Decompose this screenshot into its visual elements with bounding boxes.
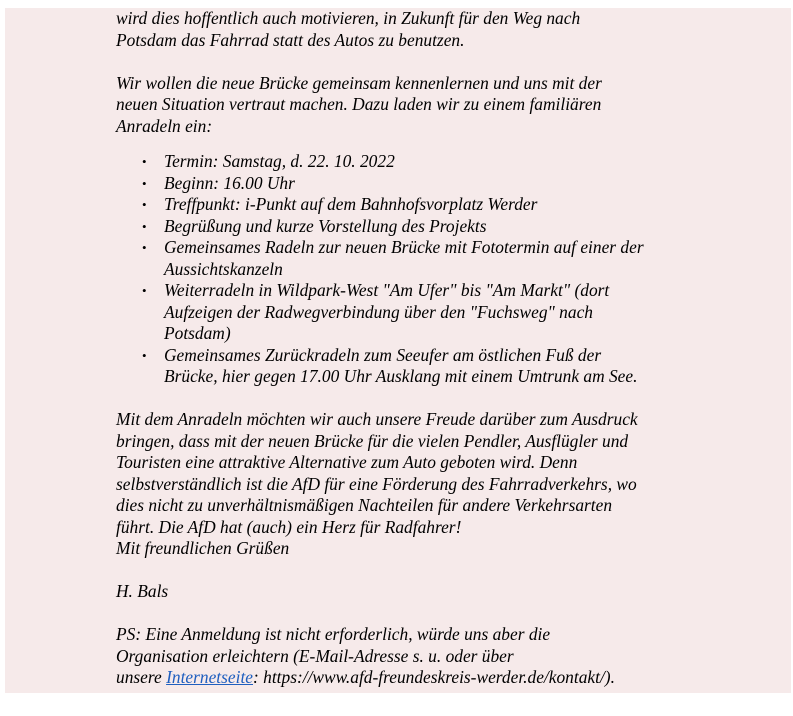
agenda-item-text: Gemeinsames Radeln zur neuen Brücke mit Fototermin auf einer der — [164, 237, 644, 257]
ps-line: Organisation erleichtern (E-Mail-Adresse s. u. oder über — [116, 645, 514, 666]
agenda-item-text: Begrüßung und kurze Vorstellung des Projekts — [164, 215, 487, 236]
website-link[interactable]: Internetseite — [166, 667, 253, 687]
agenda-item-text: Gemeinsames Zurückradeln zum Seeufer am östlichen Fuß der — [164, 344, 602, 365]
bullet-icon: • — [142, 154, 147, 169]
agenda-item — [142, 194, 791, 216]
agenda-item-text: Termin: Samstag, d. 22. 10. 2022 — [164, 151, 395, 171]
bullet-icon: • — [142, 175, 147, 191]
bullet-icon: • — [142, 347, 147, 363]
agenda-item-text: Brücke, hier gegen 17.00 Uhr Ausklang mit einem Umtrunk am See. — [164, 366, 638, 386]
ps-line: PS: Eine Anmeldung ist nicht erforderlich, würde uns aber die — [116, 624, 551, 644]
agenda-item-text: Aufzeigen der Radwegverbindung über den "Fuchsweg" nach — [164, 301, 593, 322]
agenda-list — [116, 151, 791, 388]
agenda-item — [142, 215, 791, 238]
agenda-item-text: Treffpunkt: i-Punkt auf dem Bahnhofsvorplatz Werder — [164, 194, 538, 214]
signature-name: H. Bals — [116, 581, 169, 601]
closing-line: selbstverständlich ist die AfD für eine Förderung des Fahrradverkehrs, wo — [116, 473, 637, 494]
invitation-line: neuen Situation vertraut machen. Dazu laden wir zu einem familiären — [116, 94, 602, 114]
agenda-item-text: Aussichtskanzeln — [164, 258, 283, 279]
closing-paragraph — [116, 409, 791, 560]
invitation-paragraph — [116, 73, 791, 138]
closing-line: bringen, dass mit der neuen Brücke für die vielen Pendler, Ausflügler und — [116, 430, 629, 451]
ps-prefix: unsere — [116, 667, 167, 687]
invitation-line: Wir wollen die neue Brücke gemeinsam kennenlernen und uns mit der — [116, 72, 602, 93]
agenda-item — [142, 237, 791, 280]
ps-line-last — [116, 667, 791, 689]
bullet-icon: • — [142, 240, 147, 255]
email-body — [5, 8, 791, 693]
closing-line: Touristen eine attraktive Alternative zum Auto geboten wird. Denn — [116, 452, 578, 472]
agenda-item — [142, 151, 791, 173]
ps-suffix: : https://www.afd-freundeskreis-werder.de/kontakt/). — [253, 667, 615, 687]
agenda-item-text: Weiterradeln in Wildpark-West "Am Ufer" bis "Am Markt" (dort — [164, 280, 610, 300]
agenda-item-text: Beginn: 16.00 Uhr — [164, 172, 295, 193]
intro-line: wird dies hoffentlich auch motivieren, in Zukunft für den Weg nach — [116, 8, 581, 28]
closing-line: dies nicht zu unverhältnismäßigen Nachteilen für andere Verkehrsarten — [116, 495, 613, 515]
bullet-icon: • — [142, 197, 147, 212]
agenda-item — [142, 172, 791, 195]
closing-line: führt. Die AfD hat (auch) ein Herz für Radfahrer! — [116, 516, 462, 537]
signature — [116, 581, 791, 603]
invitation-line: Anradeln ein: — [116, 115, 213, 136]
intro-paragraph — [116, 8, 791, 51]
agenda-item-text: Potsdam) — [164, 323, 231, 343]
bullet-icon: • — [142, 218, 147, 234]
closing-line: Mit dem Anradeln möchten wir auch unsere Freude darüber zum Ausdruck — [116, 409, 638, 429]
ps-paragraph — [116, 624, 791, 689]
greeting-line: Mit freundlichen Grüßen — [116, 538, 290, 558]
bullet-icon: • — [142, 283, 147, 298]
agenda-item — [142, 344, 791, 388]
agenda-item — [142, 280, 791, 345]
intro-line: Potsdam das Fahrrad statt des Autos zu benutzen. — [116, 29, 465, 50]
